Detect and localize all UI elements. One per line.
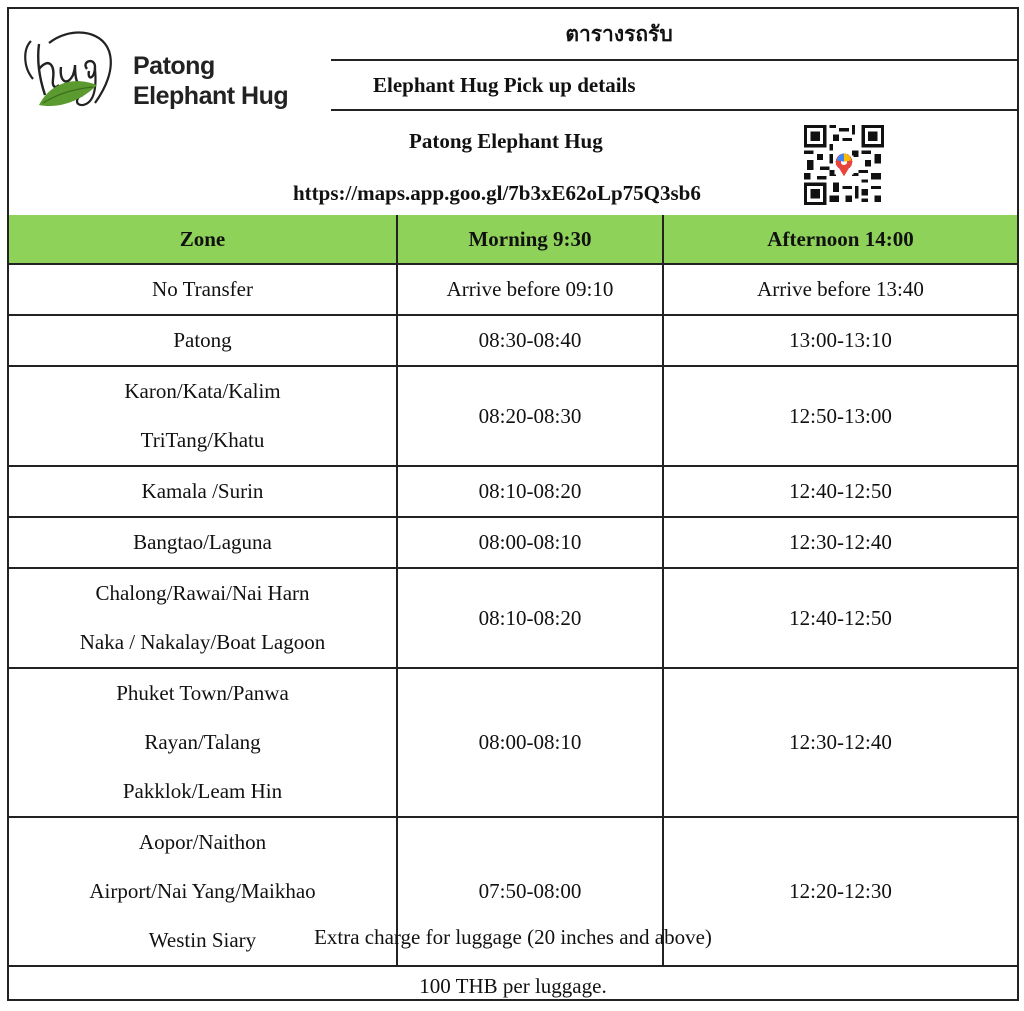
logo-wordmark [133,51,288,111]
afternoon-time-cell: 12:30-12:40 [663,517,1017,568]
table-row [9,568,1017,668]
morning-time-cell: Arrive before 09:10 [397,264,663,315]
pickup-table [9,215,1017,967]
thai-title: ตารางรถรับ [565,21,673,46]
elephant-logo-icon [9,9,131,109]
morning-time-cell: 08:10-08:20 [397,568,663,668]
zone-line: Airport/Nai Yang/Maikhao [89,879,316,903]
afternoon-time-cell: Arrive before 13:40 [663,264,1017,315]
place-name: Patong Elephant Hug [409,129,603,153]
table-row [9,466,1017,517]
table-header-row [9,215,1017,264]
zone-cell [9,568,397,668]
logo-line-2: Elephant Hug [133,82,289,110]
column-header-morning: Morning 9:30 [397,215,663,264]
zone-line: TriTang/Khatu [140,428,265,452]
zone-line: Chalong/Rawai/Nai Harn [95,581,310,605]
table-row [9,517,1017,568]
luggage-note [9,913,1017,999]
table-row [9,264,1017,315]
qr-code-icon[interactable] [804,125,884,205]
zone-line: Phuket Town/Panwa [116,681,289,705]
header-block [9,9,1017,217]
table-row [9,366,1017,466]
zone-line: Pakklok/Leam Hin [122,779,283,803]
logo [9,9,331,109]
zone-cell [9,668,397,817]
table-row [9,668,1017,817]
zone-line: Rayan/Talang [144,730,261,754]
zone-cell [9,517,397,568]
zone-cell [9,466,397,517]
zone-line: Aopor/Naithon [138,830,267,854]
thai-title-row [331,9,1017,61]
afternoon-time-cell: 12:40-12:50 [663,466,1017,517]
afternoon-time-cell: 13:00-13:10 [663,315,1017,366]
zone-cell [9,315,397,366]
afternoon-time-cell: 12:50-13:00 [663,366,1017,466]
subtitle-row [331,61,1017,111]
zone-line: Kamala /Surin [141,479,264,503]
luggage-note-line-1: Extra charge for luggage (20 inches and above) [314,925,712,949]
afternoon-time-cell: 12:40-12:50 [663,568,1017,668]
zone-line: No Transfer [152,277,253,301]
zone-cell [9,264,397,315]
morning-time-cell: 08:10-08:20 [397,466,663,517]
morning-time-cell: 08:00-08:10 [397,517,663,568]
table-row [9,315,1017,366]
logo-line-1: Patong [133,52,215,80]
zone-line: Karon/Kata/Kalim [124,379,281,403]
map-url-link[interactable]: https://maps.app.goo.gl/7b3xE62oLp75Q3sb6 [293,181,701,205]
morning-time-cell: 08:20-08:30 [397,366,663,466]
morning-time-cell: 08:00-08:10 [397,668,663,817]
zone-line: Bangtao/Laguna [133,530,272,554]
subtitle: Elephant Hug Pick up details [373,72,636,97]
luggage-note-line-2: 100 THB per luggage. [419,974,607,998]
column-header-zone: Zone [9,215,397,264]
zone-cell [9,366,397,466]
pickup-sheet [7,7,1019,1001]
morning-time-cell: 08:30-08:40 [397,315,663,366]
afternoon-time-cell: 12:20-12:30 [663,817,1017,966]
zone-line: Patong [173,328,232,352]
afternoon-time-cell: 12:30-12:40 [663,668,1017,817]
column-header-afternoon: Afternoon 14:00 [663,215,1017,264]
morning-time-cell: 07:50-08:00 [397,817,663,966]
zone-line: Westin Siary [148,928,257,952]
zone-line: Naka / Nakalay/Boat Lagoon [79,630,326,654]
